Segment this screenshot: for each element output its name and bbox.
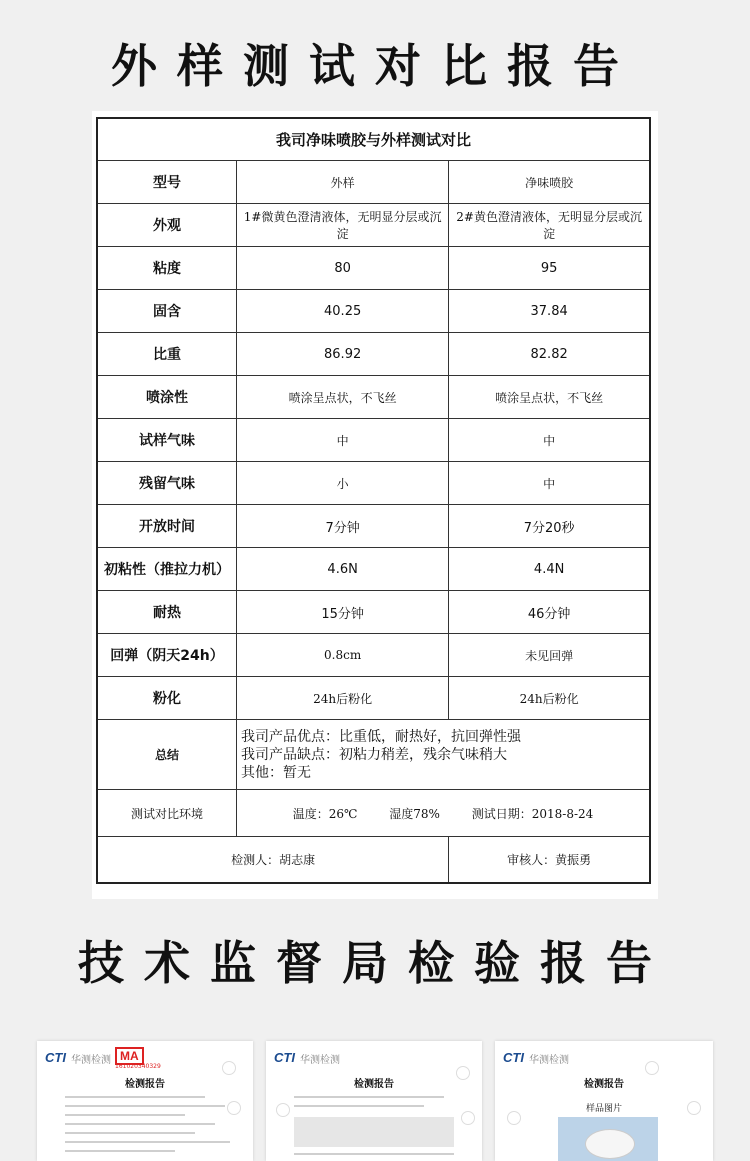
table-row: [97, 677, 650, 720]
cell-sample-b: 46分钟: [449, 591, 650, 634]
cell-sample-b: 2#黄色澄清液体，无明显分层或沉淀: [449, 204, 650, 247]
cell-sample-b: 净味喷胶: [449, 161, 650, 204]
row-label: 试样气味: [97, 419, 237, 462]
report-text-line: [294, 1096, 444, 1098]
cti-logo: CTI: [45, 1050, 66, 1065]
cti-logo-subtitle: 华测检测: [300, 1055, 340, 1066]
summary-pros: 我司产品优点：比重低，耐热好，抗回弹性强: [241, 728, 521, 745]
table-row: [97, 548, 650, 591]
cell-sample-a: 80: [237, 247, 449, 290]
env-humidity: 湿度78%: [389, 806, 440, 821]
row-label: 固含: [97, 290, 237, 333]
tester-name: 检测人：胡志康: [97, 837, 449, 883]
row-label: 粘度: [97, 247, 237, 290]
inspection-reports: [0, 1041, 750, 1161]
watermark-icon: [222, 1061, 236, 1075]
table-title: 我司净味喷胶与外样测试对比: [97, 118, 650, 161]
cell-sample-a: 86.92: [237, 333, 449, 376]
report-text-line: [65, 1150, 175, 1152]
row-label: 残留气味: [97, 462, 237, 505]
cell-sample-a: 外样: [237, 161, 449, 204]
watermark-icon: [227, 1101, 241, 1115]
cell-sample-b: 95: [449, 247, 650, 290]
environment-label: 测试对比环境: [97, 790, 237, 837]
watermark-icon: [645, 1061, 659, 1075]
cell-sample-b: 4.4N: [449, 548, 650, 591]
report-text-line: [294, 1105, 424, 1107]
table-row: [97, 419, 650, 462]
cell-sample-a: 1#微黄色澄清液体，无明显分层或沉淀: [237, 204, 449, 247]
summary-text: [237, 720, 651, 790]
environment-row: [97, 790, 650, 837]
report-text-line: [65, 1114, 185, 1116]
summary-other: 其他：暂无: [241, 764, 311, 781]
row-label: 粉化: [97, 677, 237, 720]
report-title: 检测报告: [584, 1079, 624, 1090]
cti-logo: CTI: [274, 1050, 295, 1065]
cell-sample-b: 喷涂呈点状，不飞丝: [449, 376, 650, 419]
table-row: [97, 376, 650, 419]
cell-sample-a: 24h后粉化: [237, 677, 449, 720]
cell-sample-a: 7分钟: [237, 505, 449, 548]
ma-seal: MA: [115, 1047, 144, 1065]
watermark-icon: [456, 1066, 470, 1080]
summary-row: [97, 720, 650, 790]
summary-label: 总结: [97, 720, 237, 790]
report-thumbnail[interactable]: [495, 1041, 713, 1161]
report-text-line: [65, 1132, 195, 1134]
table-row: [97, 505, 650, 548]
row-label: 型号: [97, 161, 237, 204]
ma-seal-number: 161020340329: [115, 1063, 161, 1070]
cell-sample-b: 7分20秒: [449, 505, 650, 548]
cell-sample-a: 中: [237, 419, 449, 462]
sample-container-image: [585, 1129, 635, 1159]
reviewer-name: 审核人：黄振勇: [449, 837, 650, 883]
table-row: [97, 204, 650, 247]
report-title: 检测报告: [125, 1079, 165, 1090]
report-text-line: [65, 1123, 215, 1125]
cell-sample-a: 15分钟: [237, 591, 449, 634]
env-test-date: 测试日期：2018-8-24: [471, 806, 594, 821]
table-row: [97, 333, 650, 376]
cell-sample-b: 未见回弹: [449, 634, 650, 677]
row-label: 开放时间: [97, 505, 237, 548]
cell-sample-b: 37.84: [449, 290, 650, 333]
signature-row: [97, 837, 650, 883]
cell-sample-a: 喷涂呈点状，不飞丝: [237, 376, 449, 419]
row-label: 耐热: [97, 591, 237, 634]
report-table-block: [294, 1117, 454, 1147]
page-heading-comparison: 外样测试对比报告: [111, 39, 639, 93]
cell-sample-a: 0.8cm: [237, 634, 449, 677]
row-label: 喷涂性: [97, 376, 237, 419]
comparison-table-card: [92, 111, 658, 899]
table-row: [97, 462, 650, 505]
table-row: [97, 161, 650, 204]
table-row: [97, 247, 650, 290]
cell-sample-b: 中: [449, 419, 650, 462]
row-label: 回弹（阴天24h）: [97, 634, 237, 677]
env-temperature: 温度：26℃: [292, 806, 358, 821]
row-label: 初粘性（推拉力机）: [97, 548, 237, 591]
report-thumbnail[interactable]: [266, 1041, 482, 1161]
cell-sample-b: 82.82: [449, 333, 650, 376]
table-row: [97, 290, 650, 333]
watermark-icon: [461, 1111, 475, 1125]
report-text-line: [65, 1141, 230, 1143]
row-label: 比重: [97, 333, 237, 376]
table-row: [97, 591, 650, 634]
report-text-line: [65, 1096, 205, 1098]
page-heading-inspection: 技术监督局检验报告: [78, 936, 672, 990]
report-text-line: [294, 1153, 454, 1155]
cell-sample-a: 小: [237, 462, 449, 505]
cell-sample-b: 中: [449, 462, 650, 505]
summary-cons: 我司产品缺点：初粘力稍差，残余气味稍大: [241, 746, 507, 763]
table-row: [97, 634, 650, 677]
sample-image-caption: 样品图片: [585, 1104, 622, 1114]
cti-logo-subtitle: 华测检测: [71, 1055, 111, 1066]
environment-values: [237, 790, 651, 837]
cell-sample-a: 4.6N: [237, 548, 449, 591]
comparison-table: [96, 117, 651, 884]
cti-logo: CTI: [503, 1050, 524, 1065]
cell-sample-b: 24h后粉化: [449, 677, 650, 720]
report-thumbnail[interactable]: [37, 1041, 253, 1161]
watermark-icon: [507, 1111, 521, 1125]
cti-logo-subtitle: 华测检测: [529, 1055, 569, 1066]
cell-sample-a: 40.25: [237, 290, 449, 333]
watermark-icon: [687, 1101, 701, 1115]
report-title: 检测报告: [354, 1079, 394, 1090]
watermark-icon: [276, 1103, 290, 1117]
report-text-line: [65, 1105, 225, 1107]
row-label: 外观: [97, 204, 237, 247]
